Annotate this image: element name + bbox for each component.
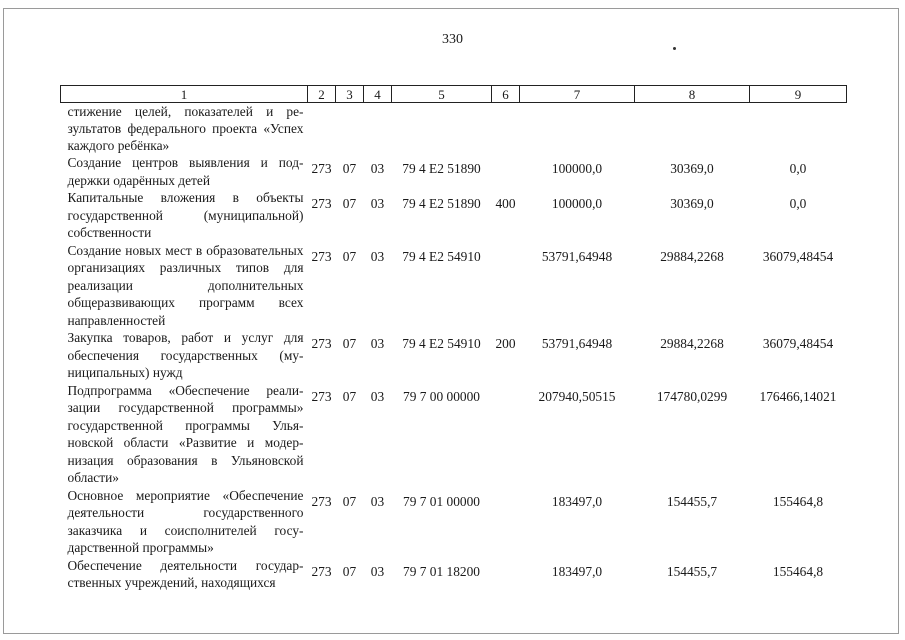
cell-item-name: Основное мероприятие «Обеспечение деятельности государственного заказчика и соисполнителей государственной программы» bbox=[67, 487, 304, 555]
cell-item-name: Закупка товаров, работ и услуг для обеспечения государственных (муниципальных) нужд bbox=[67, 330, 304, 380]
cell-subsection: 03 bbox=[370, 493, 385, 509]
cell-amount-year-2: 30369,0 bbox=[670, 161, 714, 176]
cell-grbs: 273 bbox=[311, 563, 332, 579]
budget-table bbox=[60, 85, 847, 592]
table-row bbox=[61, 103, 847, 155]
table-row bbox=[61, 154, 847, 189]
cell-grbs bbox=[308, 103, 336, 155]
cell-amount-year-3: 0,0 bbox=[789, 161, 807, 176]
cell-amount-year-2: 154455,7 bbox=[666, 493, 718, 509]
page-number: 330 bbox=[442, 32, 463, 47]
cell-amount-year-2: 29884,2268 bbox=[660, 336, 724, 351]
cell-item-name: Подпрограмма «Обеспечение реализации государственной программы» государственной программы Ульяновской области «Развитие и модернизация образования в Ульяновской области» bbox=[67, 382, 304, 485]
cell-expense-type bbox=[492, 382, 520, 487]
header-col-8: 8 bbox=[635, 86, 750, 103]
cell-section: 07 bbox=[342, 248, 357, 264]
header-col-9: 9 bbox=[750, 86, 847, 103]
cell-section: 07 bbox=[342, 563, 357, 579]
cell-amount-year-3: 0,0 bbox=[789, 196, 807, 211]
cell-item-name: стижение целей, показателей и результатов федерального проекта «Успех каждого ребёнка» bbox=[67, 104, 304, 153]
cell-expense-type bbox=[492, 557, 520, 592]
table-row bbox=[61, 329, 847, 382]
cell-subsection: 03 bbox=[370, 563, 385, 579]
cell-expense-type bbox=[492, 154, 520, 189]
cell-item-name: Создание центров выявления и поддержки одарённых детей bbox=[67, 155, 304, 188]
header-col-6: 6 bbox=[492, 86, 520, 103]
cell-grbs: 273 bbox=[311, 388, 332, 404]
cell-grbs: 273 bbox=[311, 493, 332, 509]
cell-section: 07 bbox=[342, 161, 357, 176]
cell-amount-year-1 bbox=[520, 103, 635, 155]
cell-amount-year-1: 183497,0 bbox=[551, 493, 603, 509]
cell-target-article: 79 7 00 00000 bbox=[403, 388, 480, 404]
cell-target-article: 79 4 E2 54910 bbox=[402, 248, 481, 264]
cell-amount-year-2: 174780,0299 bbox=[656, 388, 728, 404]
cell-grbs: 273 bbox=[311, 336, 332, 351]
cell-expense-type: 400 bbox=[495, 196, 516, 211]
cell-target-article: 79 4 E2 51890 bbox=[402, 196, 481, 211]
cell-target-article: 79 7 01 00000 bbox=[403, 493, 480, 509]
cell-item-name: Создание новых мест в образовательных организациях различных типов для реализации дополнительных общеразвивающих программ всех направленностей bbox=[67, 242, 304, 328]
cell-expense-type: 200 bbox=[495, 336, 516, 351]
cell-subsection: 03 bbox=[370, 336, 385, 351]
header-row bbox=[61, 86, 847, 103]
cell-amount-year-3: 155464,8 bbox=[772, 563, 824, 579]
cell-section: 07 bbox=[342, 196, 357, 211]
cell-target-article: 79 4 E2 51890 bbox=[402, 161, 481, 176]
cell-amount-year-3: 176466,14021 bbox=[759, 388, 837, 404]
cell-amount-year-2: 154455,7 bbox=[666, 563, 718, 579]
cell-section: 07 bbox=[342, 388, 357, 404]
cell-amount-year-3 bbox=[750, 103, 847, 155]
cell-expense-type bbox=[492, 103, 520, 155]
header-col-2: 2 bbox=[308, 86, 336, 103]
cell-subsection: 03 bbox=[370, 196, 385, 211]
cell-grbs: 273 bbox=[311, 248, 332, 264]
cell-subsection bbox=[364, 103, 392, 155]
table-row bbox=[61, 382, 847, 487]
cell-target-article bbox=[392, 103, 492, 155]
header-col-1: 1 bbox=[61, 86, 308, 103]
cell-amount-year-1: 53791,64948 bbox=[541, 248, 613, 264]
cell-amount-year-2 bbox=[635, 103, 750, 155]
cell-target-article: 79 7 01 18200 bbox=[403, 563, 480, 579]
cell-expense-type bbox=[492, 487, 520, 557]
cell-grbs: 273 bbox=[311, 161, 332, 176]
scan-speck bbox=[673, 47, 676, 50]
cell-amount-year-3: 36079,48454 bbox=[762, 336, 834, 351]
cell-expense-type bbox=[492, 242, 520, 330]
cell-amount-year-1: 100000,0 bbox=[551, 161, 603, 176]
cell-amount-year-2: 30369,0 bbox=[670, 196, 714, 211]
table-row bbox=[61, 189, 847, 242]
cell-subsection: 03 bbox=[370, 248, 385, 264]
header-col-3: 3 bbox=[336, 86, 364, 103]
cell-amount-year-1: 100000,0 bbox=[551, 196, 603, 211]
cell-item-name: Обеспечение деятельности государственных учреждений, находящихся bbox=[67, 557, 304, 590]
header-col-7: 7 bbox=[520, 86, 635, 103]
cell-section: 07 bbox=[342, 493, 357, 509]
table-row bbox=[61, 557, 847, 592]
header-col-4: 4 bbox=[364, 86, 392, 103]
header-col-5: 5 bbox=[392, 86, 492, 103]
cell-section: 07 bbox=[342, 336, 357, 351]
cell-amount-year-1: 207940,50515 bbox=[538, 388, 616, 404]
cell-subsection: 03 bbox=[370, 388, 385, 404]
cell-item-name: Капитальные вложения в объекты государственной (муниципальной) собственности bbox=[67, 190, 304, 240]
table-row bbox=[61, 487, 847, 557]
cell-amount-year-3: 36079,48454 bbox=[762, 248, 834, 264]
cell-grbs: 273 bbox=[311, 196, 332, 211]
cell-amount-year-3: 155464,8 bbox=[772, 493, 824, 509]
cell-amount-year-2: 29884,2268 bbox=[660, 248, 724, 264]
cell-amount-year-1: 53791,64948 bbox=[541, 336, 613, 351]
cell-section bbox=[336, 103, 364, 155]
cell-target-article: 79 4 E2 54910 bbox=[402, 336, 481, 351]
table-row bbox=[61, 242, 847, 330]
cell-amount-year-1: 183497,0 bbox=[551, 563, 603, 579]
cell-subsection: 03 bbox=[370, 161, 385, 176]
